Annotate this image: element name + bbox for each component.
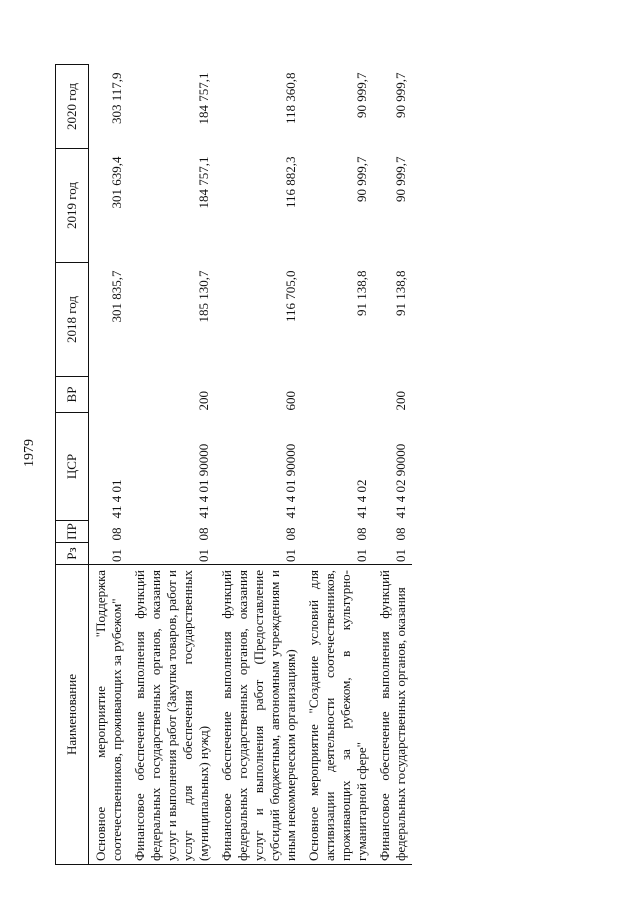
row-vr bbox=[89, 377, 129, 413]
row-pr: 08 bbox=[109, 527, 124, 541]
rotated-page-content bbox=[55, 65, 595, 865]
row-csr: 41 4 01 90000 bbox=[196, 443, 211, 519]
row-2018: 301 835,7 bbox=[109, 270, 124, 323]
row-csr: 41 4 02 90000 bbox=[393, 443, 408, 519]
header-2019: 2019 год bbox=[56, 149, 89, 263]
table-header-row bbox=[56, 65, 89, 865]
row-pr: 08 bbox=[283, 527, 298, 541]
row-rz: 01 bbox=[283, 549, 298, 562]
header-vr: ВР bbox=[56, 377, 89, 413]
row-rz: 01 bbox=[196, 549, 211, 562]
row-pr: 08 bbox=[354, 527, 369, 541]
row-2020: 184 757,1 bbox=[196, 72, 211, 125]
header-name: Наименование bbox=[56, 565, 89, 865]
row-name: Финансовое обеспечение выполнения функций федеральных государственных органов, оказания услуг и выполнения работ (Предоставление субсидий бюджетным, автономным учреждениям и иным некоммерческим организациям) bbox=[215, 565, 302, 865]
row-rz: 01 bbox=[354, 549, 369, 562]
row-2019: 90 999,7 bbox=[393, 156, 408, 202]
table-row bbox=[128, 65, 215, 865]
row-vr: 200 bbox=[393, 391, 408, 411]
row-vr: 600 bbox=[283, 391, 298, 411]
row-2018: 91 138,8 bbox=[354, 270, 369, 316]
row-csr: 41 4 01 bbox=[109, 479, 124, 519]
table-row bbox=[89, 65, 129, 865]
header-csr: ЦСР bbox=[56, 413, 89, 521]
row-name: Основное мероприятие "Поддержка соотечественников, проживающих за рубежом" bbox=[89, 565, 129, 865]
row-2019: 184 757,1 bbox=[196, 156, 211, 209]
row-pr: 08 bbox=[196, 527, 211, 541]
table-row bbox=[215, 65, 302, 865]
row-vr: 200 bbox=[196, 391, 211, 411]
row-name: Финансовое обеспечение выполнения функций федеральных государственных органов, оказания услуг и выполнения работ (Закупка товаров, работ и услуг для обеспечения государственных (муниципальных) нужд) bbox=[128, 565, 215, 865]
row-2019: 90 999,7 bbox=[354, 156, 369, 202]
row-2019: 116 882,3 bbox=[283, 156, 298, 209]
header-2018: 2018 год bbox=[56, 263, 89, 377]
budget-table bbox=[55, 64, 412, 865]
row-2020: 118 360,8 bbox=[283, 72, 298, 125]
table-row bbox=[373, 65, 412, 865]
row-vr bbox=[302, 377, 373, 413]
table-row bbox=[302, 65, 373, 865]
row-rz: 01 bbox=[109, 549, 124, 562]
header-rz: Рз bbox=[56, 543, 89, 565]
row-rz: 01 bbox=[393, 549, 408, 562]
row-name: Основное мероприятие "Создание условий для активизации деятельности соотечественников, проживающих за рубежом, в культурно-гуманитарной сфере" bbox=[302, 565, 373, 865]
header-2020: 2020 год bbox=[56, 65, 89, 149]
row-name: Финансовое обеспечение выполнения функций федеральных государственных органов, оказания bbox=[373, 565, 412, 865]
row-csr: 41 4 01 90000 bbox=[283, 443, 298, 519]
header-pr: ПР bbox=[56, 521, 89, 543]
row-2018: 116 705,0 bbox=[283, 270, 298, 323]
row-csr: 41 4 02 bbox=[354, 479, 369, 519]
row-2018: 91 138,8 bbox=[393, 270, 408, 316]
row-2018: 185 130,7 bbox=[196, 270, 211, 323]
row-pr: 08 bbox=[393, 527, 408, 541]
row-2020: 90 999,7 bbox=[393, 72, 408, 118]
page-number: 1979 bbox=[22, 439, 37, 467]
row-2020: 90 999,7 bbox=[354, 72, 369, 118]
row-2020: 303 117,9 bbox=[109, 72, 124, 125]
row-2019: 301 639,4 bbox=[109, 156, 124, 209]
